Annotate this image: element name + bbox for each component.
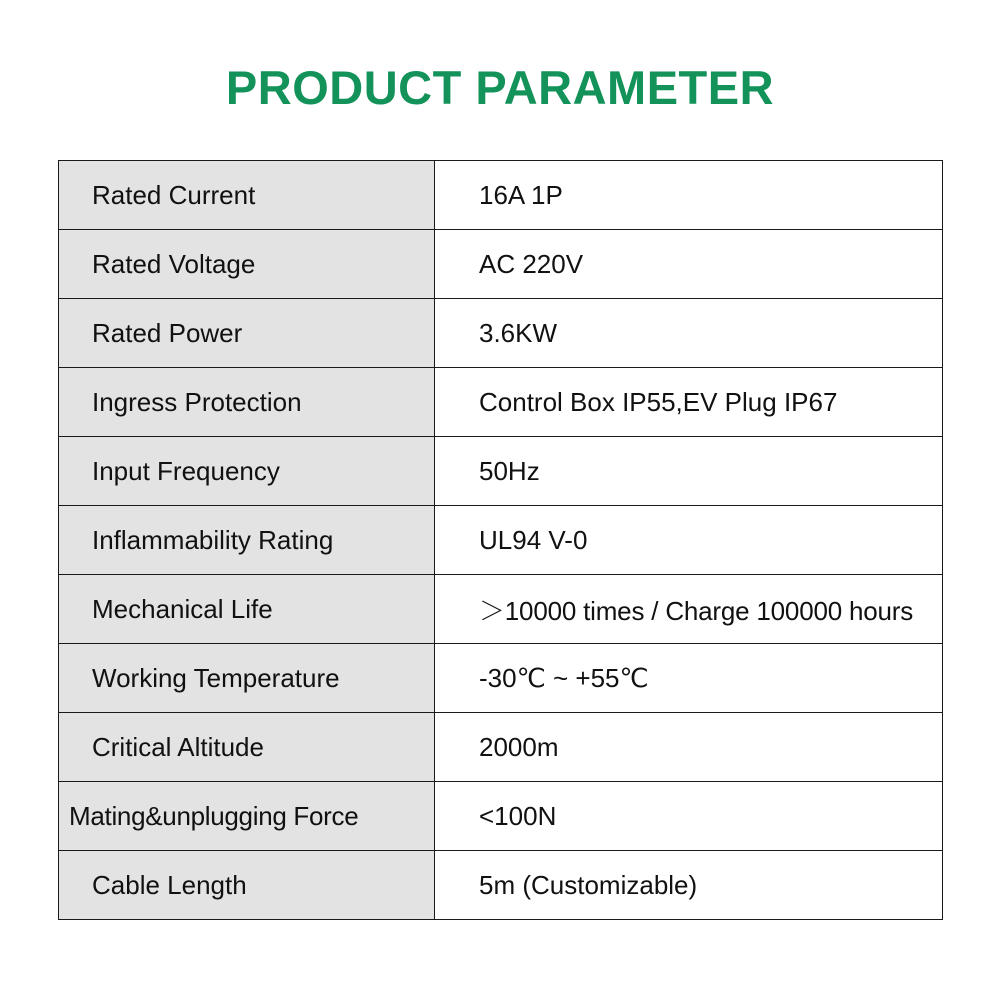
parameter-value: 50Hz xyxy=(435,437,943,506)
parameter-value: Control Box IP55,EV Plug IP67 xyxy=(435,368,943,437)
table-row xyxy=(59,230,943,299)
parameter-label: Cable Length xyxy=(59,851,435,920)
table-row xyxy=(59,299,943,368)
parameter-label: Rated Current xyxy=(59,161,435,230)
parameter-label: Ingress Protection xyxy=(59,368,435,437)
parameter-label: Rated Power xyxy=(59,299,435,368)
table-row xyxy=(59,782,943,851)
page-title: PRODUCT PARAMETER xyxy=(225,61,775,114)
table-row xyxy=(59,575,943,644)
parameter-label: Mechanical Life xyxy=(59,575,435,644)
parameter-label: Input Frequency xyxy=(59,437,435,506)
table-row xyxy=(59,437,943,506)
parameter-value: 16A 1P xyxy=(435,161,943,230)
parameter-label: Inflammability Rating xyxy=(59,506,435,575)
table-row xyxy=(59,506,943,575)
table-row xyxy=(59,161,943,230)
parameter-label: Critical Altitude xyxy=(59,713,435,782)
parameter-value: UL94 V-0 xyxy=(435,506,943,575)
parameter-value: 2000m xyxy=(435,713,943,782)
table-row xyxy=(59,368,943,437)
table-row xyxy=(59,644,943,713)
parameter-value: 5m (Customizable) xyxy=(435,851,943,920)
parameter-label: Mating&unplugging Force xyxy=(59,782,435,851)
table-row xyxy=(59,851,943,920)
parameter-value: 3.6KW xyxy=(435,299,943,368)
parameter-value: AC 220V xyxy=(435,230,943,299)
parameter-table xyxy=(58,160,943,920)
parameter-label: Working Temperature xyxy=(59,644,435,713)
parameter-value: ＞10000 times / Charge 100000 hours xyxy=(435,575,943,644)
parameter-value: <100N xyxy=(435,782,943,851)
parameter-label: Rated Voltage xyxy=(59,230,435,299)
table-row xyxy=(59,713,943,782)
parameter-value: -30℃ ~ +55℃ xyxy=(435,644,943,713)
